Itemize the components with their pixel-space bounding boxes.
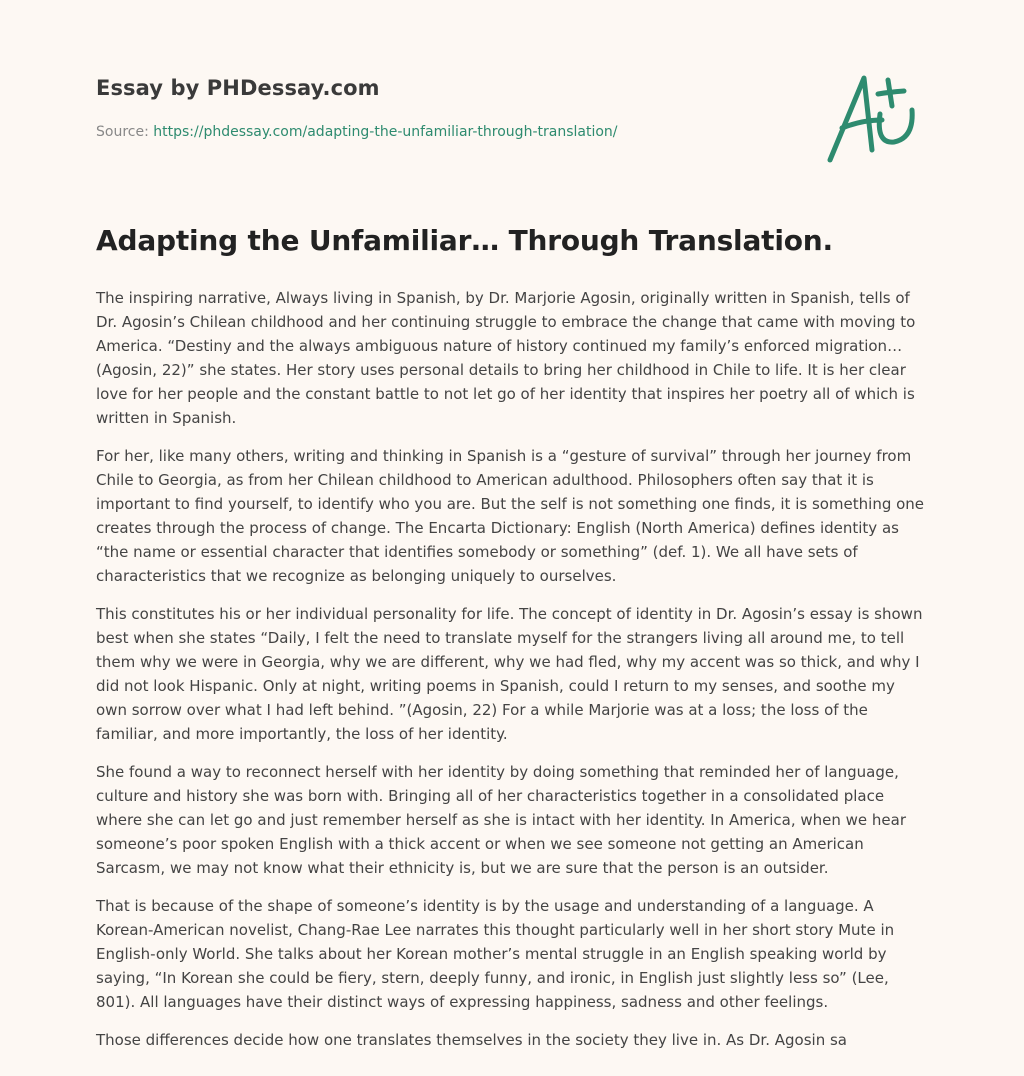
source-label: Source: bbox=[96, 124, 154, 140]
paragraph: This constitutes his or her individual personality for life. The concept of identity in Dr. Agosin’s essay is shown best when she states “Daily, I felt the need to translate myself for the strangers living all around me, to tell them why we were in Georgia, why we are different, why we had fled, why my accent was so thick, and why I did not look Hispanic. Only at night, writing poems in Spanish, could I return to my senses, and soothe my own sorrow over what I had left behind. ”(Agosin, 22) For a while Marjorie was at a loss; the loss of the familiar, and more importantly, the loss of her identity. bbox=[96, 605, 923, 743]
paragraph: The inspiring narrative, Always living in Spanish, by Dr. Marjorie Agosin, originally written in Spanish, tells of Dr. Agosin’s Chilean childhood and her continuing struggle to embrace the change that came with moving to America. “Destiny and the always ambiguous nature of history continued my family’s enforced migration… (Agosin, 22)” she states. Her story uses personal details to bring her childhood in Chile to life. It is her clear love for her people and the constant battle to not let go of her identity that inspires her poetry all of which is written in Spanish. bbox=[96, 289, 916, 427]
paragraph: Those differences decide how one translates themselves in the society they live in. As Dr. Agosin sa bbox=[96, 1031, 847, 1049]
site-brand: Essay by PHDessay.com bbox=[96, 76, 380, 100]
paragraph: That is because of the shape of someone’s identity is by the usage and understanding of a language. A Korean-American novelist, Chang-Rae Lee narrates this thought particularly well in her short story Mute in English-only World. She talks about her Korean mother’s mental struggle in an English speaking world by saying, “In Korean she could be fiery, stern, deeply funny, and ironic, in English just slightly less so” (Lee, 801). All languages have their distinct ways of expressing happiness, sadness and other feelings. bbox=[96, 897, 895, 1011]
paragraph: She found a way to reconnect herself with her identity by doing something that reminded her of language, culture and history she was born with. Bringing all of her characteristics together in a consolidated place where she can let go and just remember herself as she is intact with her identity. In America, when we hear someone’s poor spoken English with a thick accent or when we see someone not getting an American Sarcasm, we may not know what their ethnicity is, but we are sure that the person is an outsider. bbox=[96, 763, 906, 877]
source-link[interactable]: https://phdessay.com/adapting-the-unfamiliar-through-translation/ bbox=[153, 124, 618, 140]
source-line bbox=[96, 124, 618, 140]
article-body bbox=[96, 286, 930, 1066]
article-title: Adapting the Unfamiliar… Through Translation. bbox=[96, 224, 833, 257]
paragraph: For her, like many others, writing and thinking in Spanish is a “gesture of survival” through her journey from Chile to Georgia, as from her Chilean childhood to American adulthood. Philosophers often say that it is important to find yourself, to identify who you are. But the self is not something one finds, it is something one creates through the process of change. The Encarta Dictionary: English (North America) defines identity as “the name or essential character that identifies somebody or something” (def. 1). We all have sets of characteristics that we recognize as belonging uniquely to ourselves. bbox=[96, 447, 925, 585]
a-plus-grade-icon bbox=[822, 66, 928, 166]
